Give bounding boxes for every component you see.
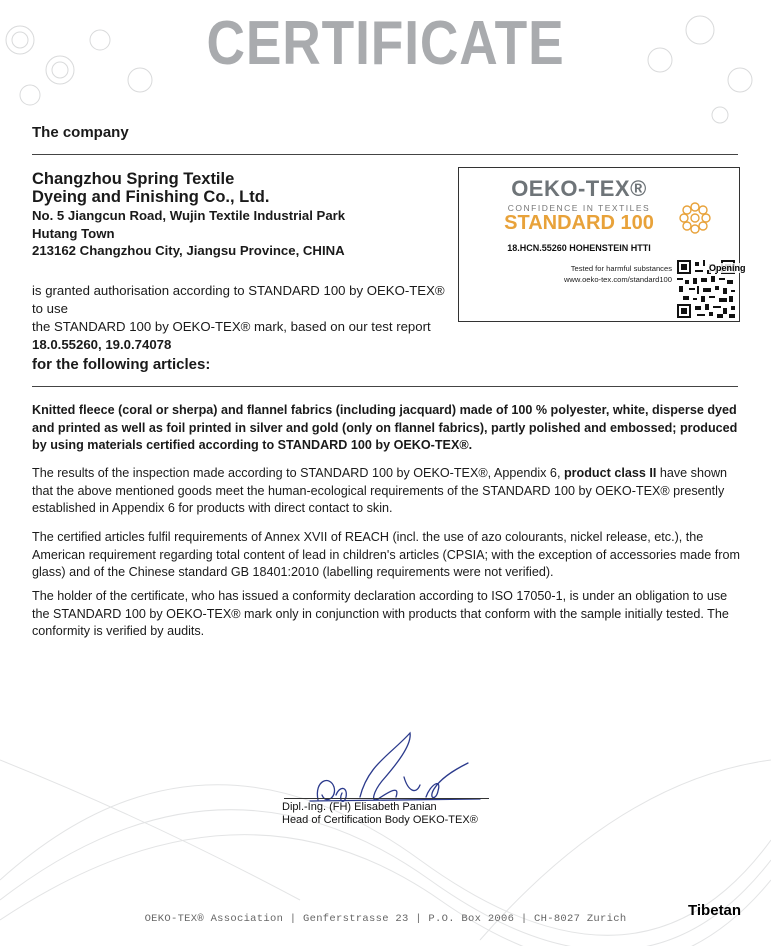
company-name-line2: Dyeing and Finishing Co., Ltd. <box>32 188 270 206</box>
inspection-paragraph <box>32 465 744 518</box>
signer-role: Head of Certification Body OEKO-TEX® <box>282 814 478 826</box>
auth-line2: the STANDARD 100 by OEKO-TEX® mark, based on our test report <box>32 319 431 334</box>
tagline: CONFIDENCE IN TEXTILES <box>507 203 651 213</box>
company-address <box>32 207 452 260</box>
label-certificate-number: 18.HCN.55260 HOHENSTEIN HTTI <box>507 243 651 253</box>
address-line1: No. 5 Jiangcun Road, Wujin Textile Industrial Park <box>32 208 346 223</box>
tested-line: Tested for harmful substances <box>570 264 672 273</box>
flower-logo-icon <box>675 198 715 238</box>
standard-100: STANDARD 100 <box>504 212 654 234</box>
authorisation-text <box>32 282 452 354</box>
report-numbers: 18.0.55260, 19.0.74078 <box>32 337 172 352</box>
address-line2: Hutang Town <box>32 225 115 241</box>
watermark-label: Tibetan <box>688 902 742 919</box>
opening-label: Opening <box>709 263 746 273</box>
signer-name: Dipl.-Ing. (FH) Elisabeth Panian <box>282 801 437 813</box>
conformity-paragraph: The holder of the certificate, who has issued a conformity declaration according to ISO 17050-1, is under an obligation to use the STANDARD 100 by OEKO-TEX® mark only in conjunction with products that conform with the sample initially tested. The conformity is verified by audits. <box>32 589 729 638</box>
p1-text-a: The results of the inspection made according to STANDARD 100 by OEKO-TEX®, Appendix 6, <box>32 466 564 480</box>
certificate-title: CERTIFICATE <box>206 9 565 78</box>
company-label: The company <box>32 124 129 141</box>
divider-articles <box>32 386 738 387</box>
oeko-tex-label <box>458 167 746 322</box>
divider-top <box>32 154 738 155</box>
footer-address: OEKO-TEX® Association | Genferstrasse 23 | P.O. Box 2006 | CH-8027 Zurich <box>144 913 627 925</box>
address-line3: 213162 Changzhou City, Jiangsu Province, CHINA <box>32 243 345 258</box>
reach-paragraph: The certified articles fulfil requirements of Annex XVII of REACH (incl. the use of azo colourants, nickel release, etc.), the American requirement regarding total content of lead in children's articles (CPSIA; with the exception of accessories made from glass) and of the Chinese standard GB 18401:2010 (labelling requirements were not verified). <box>32 530 740 579</box>
tested-text <box>519 263 672 285</box>
company-name-line1: Changzhou Spring Textile <box>32 170 235 188</box>
product-class: product class II <box>563 466 657 480</box>
p1-text-b: have shown that the above mentioned goods meet the human-ecological requirements of the STANDARD 100 by OEKO-TEX® presently established in Appendix 6 for products with direct contact to skin. <box>32 466 728 515</box>
company-name <box>32 170 452 206</box>
articles-description: Knitted fleece (coral or sherpa) and flannel fabrics (including jacquard) made of 100 % polyester, white, disperse dyed and printed as well as foil printed in silver and gold (only on flannel fabrics), partly polished and embossed; produced by using materials certified according to STANDARD 100 by OEKO-TEX®. <box>32 403 738 452</box>
oeko-tex-url: www.oeko-tex.com/standard100 <box>563 275 672 284</box>
oeko-tex-brand: OEKO-TEX® <box>511 176 647 201</box>
articles-heading: for the following articles: <box>32 356 211 373</box>
signature-line <box>284 798 489 799</box>
auth-line1: is granted authorisation according to STANDARD 100 by OEKO-TEX® to use <box>32 283 445 316</box>
signer-block <box>282 801 478 827</box>
